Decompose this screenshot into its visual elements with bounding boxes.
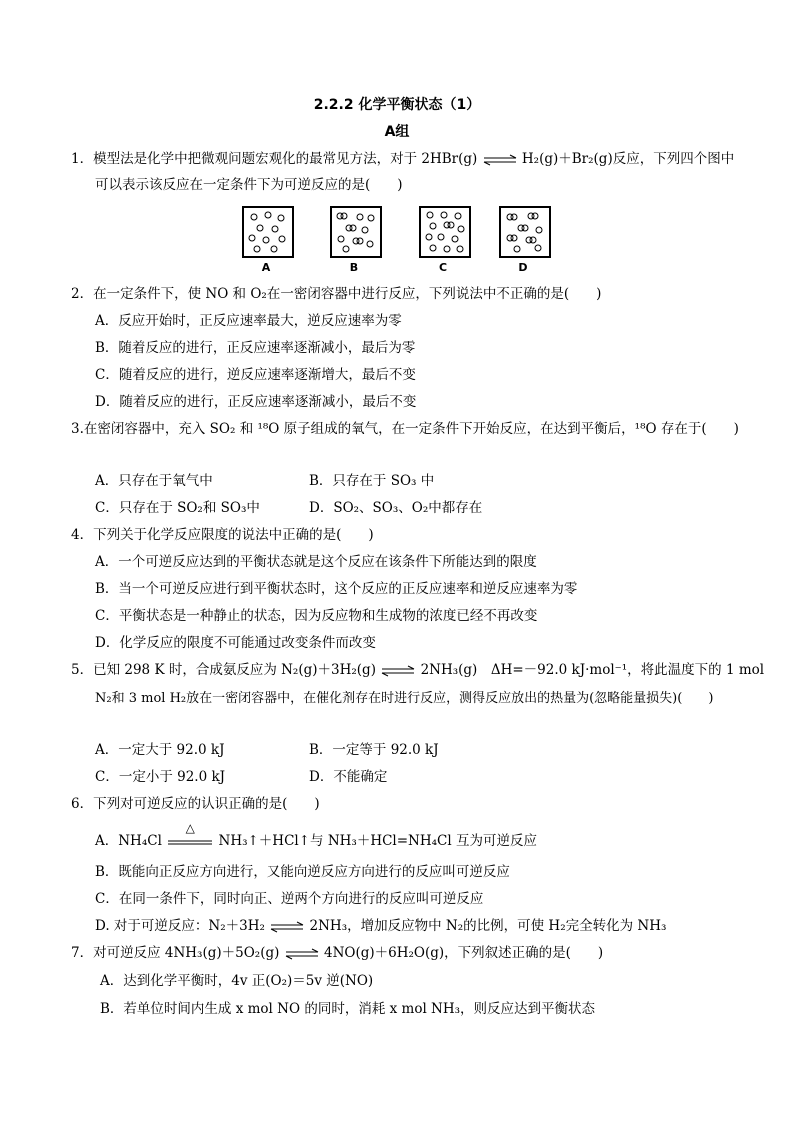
q4-stem: 4．下列关于化学反应限度的说法中正确的是( ) (71, 527, 374, 543)
q5-option-b: B．一定等于 92.0 kJ (309, 742, 439, 758)
q6-option-d-before: D. 对于可逆反应：N₂＋3H₂ (95, 918, 265, 934)
q3-option-c: C．只存在于 SO₂和 SO₃中 (95, 500, 260, 516)
molecule-box-d (499, 206, 551, 258)
q4-option-c: C．平衡状态是一种静止的状态，因为反应物和生成物的浓度已经不再改变 (95, 608, 538, 624)
q7-option-b: B．若单位时间内生成 x mol NO 的同时，消耗 x mol NH₃，则反应达到平衡状态 (100, 1001, 596, 1017)
reaction-arrow-icon (166, 835, 214, 849)
figure-label-a: A (261, 261, 271, 274)
q5-option-c: C．一定小于 92.0 kJ (95, 769, 226, 785)
page-title: 2.2.2 化学平衡状态（1） (313, 97, 481, 113)
q2-option-c: C．随着反应的进行，逆反应速率逐渐增大，最后不变 (95, 367, 416, 383)
equilibrium-arrow-icon (284, 948, 320, 960)
q4-option-a: A．一个可逆反应达到的平衡状态就是这个反应在该条件下所能达到的限度 (95, 554, 537, 570)
q4-option-b: B．当一个可逆反应进行到平衡状态时，这个反应的正反应速率和逆反应速率为零 (95, 581, 578, 597)
molecules-b-icon (332, 208, 380, 256)
q2-option-b: B．随着反应的进行，正反应速率逐渐减小，最后为零 (95, 340, 416, 356)
equilibrium-arrow-icon (380, 665, 416, 677)
molecule-box-a (242, 206, 294, 258)
q6-option-b: B．既能向正反应方向进行，又能向逆反应方向进行的反应叫可逆反应 (95, 864, 510, 880)
q5-stem-before: 5．已知 298 K 时，合成氨反应为 N₂(g)＋3H₂(g) (71, 662, 376, 678)
figure-label-b: B (349, 261, 359, 274)
equilibrium-arrow-icon (482, 154, 518, 166)
molecule-box-b (330, 206, 382, 258)
heat-arrow (166, 820, 214, 849)
q7-stem (71, 944, 603, 962)
q2-stem: 2．在一定条件下，使 NO 和 O₂在一密闭容器中进行反应，下列说法中不正确的是( ) (71, 286, 602, 302)
q6-option-a (95, 820, 537, 850)
q6-option-c: C．在同一条件下，同时向正、逆两个方向进行的反应叫可逆反应 (95, 891, 484, 907)
molecule-box-c (419, 206, 471, 258)
q3-option-b: B．只存在于 SO₃ 中 (309, 473, 435, 489)
q6-option-a-before: A．NH₄Cl (95, 833, 162, 849)
q6-option-d (95, 917, 666, 935)
q7-stem-before: 7．对可逆反应 4NH₃(g)＋5O₂(g) (71, 945, 280, 961)
q1-stem-after: H₂(g)＋Br₂(g)反应，下列四个图中 (521, 151, 735, 167)
q5-stem-line2: N₂和 3 mol H₂放在一密闭容器中，在催化剂存在时进行反应，测得反应放出的热量为(忽略能量损失)( ) (95, 691, 714, 706)
q5-stem-line1 (71, 661, 764, 679)
heat-symbol: △ (185, 820, 195, 835)
molecules-a-icon (244, 208, 292, 256)
q1-figure (240, 206, 550, 276)
equilibrium-arrow-icon (269, 921, 305, 933)
figure-label-c: C (438, 261, 448, 274)
q6-option-d-after: 2NH₃，增加反应物中 N₂的比例，可使 H₂完全转化为 NH₃ (309, 918, 667, 934)
q7-option-a: A．达到化学平衡时，4v 正(O₂)＝5v 逆(NO) (100, 973, 374, 989)
q1-stem-line2: 可以表示该反应在一定条件下为可逆反应的是( ) (95, 177, 403, 193)
q5-option-d: D．不能确定 (309, 769, 388, 785)
q3-option-d: D．SO₂、SO₃、O₂中都存在 (309, 500, 483, 516)
q1-stem-before: 1．模型法是化学中把微观问题宏观化的最常见方法，对于 2HBr(g) (71, 151, 478, 167)
q3-option-a: A．只存在于氧气中 (95, 473, 213, 489)
group-heading: A组 (384, 124, 410, 140)
q4-option-d: D．化学反应的限度不可能通过改变条件而改变 (95, 635, 376, 651)
q1-stem-line1 (71, 150, 734, 168)
q5-stem-after: 2NH₃(g) ΔH=－92.0 kJ·mol⁻¹，将此温度下的 1 mol (420, 662, 765, 678)
q6-stem: 6．下列对可逆反应的认识正确的是( ) (71, 796, 320, 812)
molecules-d-icon (501, 208, 549, 256)
q2-option-d: D．随着反应的进行，正反应速率逐渐减小，最后不变 (95, 394, 417, 410)
q5-option-a: A．一定大于 92.0 kJ (95, 742, 225, 758)
molecules-c-icon (421, 208, 469, 256)
q3-stem: 3.在密闭容器中，充入 SO₂ 和 ¹⁸O 原子组成的氧气，在一定条件下开始反应，在达到平衡后，¹⁸O 存在于( ) (71, 421, 739, 437)
q2-option-a: A．反应开始时，正反应速率最大，逆反应速率为零 (95, 313, 402, 329)
figure-label-d: D (518, 261, 528, 274)
q7-stem-after: 4NO(g)＋6H₂O(g)，下列叙述正确的是( ) (323, 945, 604, 961)
q6-option-a-after: NH₃↑＋HCl↑与 NH₃＋HCl=NH₄Cl 互为可逆反应 (218, 833, 537, 849)
